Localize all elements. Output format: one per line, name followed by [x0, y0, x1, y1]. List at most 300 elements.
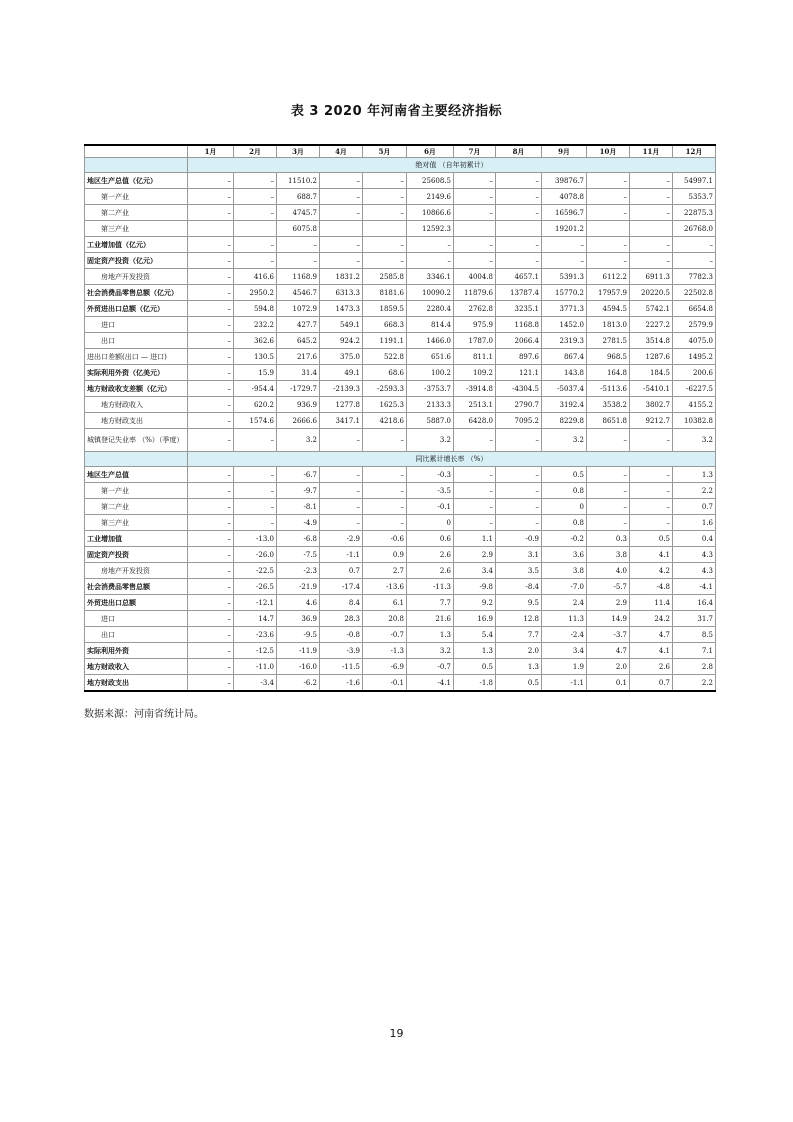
value-cell: -0.9: [496, 531, 542, 547]
value-cell: –: [454, 253, 496, 269]
table-row: [85, 269, 716, 285]
value-cell: 924.2: [320, 333, 363, 349]
row-label: 出口: [85, 627, 188, 643]
row-label: 固定资产投资: [85, 547, 188, 563]
value-cell: 8.5: [673, 627, 716, 643]
month-header: 12月: [673, 145, 716, 158]
value-cell: 4004.8: [454, 269, 496, 285]
value-cell: –: [630, 173, 673, 189]
value-cell: –: [496, 173, 542, 189]
row-label: 第二产业: [85, 205, 188, 221]
value-cell: [587, 221, 630, 237]
value-cell: 5887.0: [407, 413, 454, 429]
table-row: [85, 381, 716, 397]
value-cell: [188, 221, 234, 237]
value-cell: -5410.1: [630, 381, 673, 397]
value-cell: –: [454, 205, 496, 221]
value-cell: 2.6: [630, 659, 673, 675]
value-cell: 522.8: [363, 349, 407, 365]
table-row: [85, 429, 716, 452]
value-cell: 130.5: [234, 349, 277, 365]
value-cell: -3753.7: [407, 381, 454, 397]
value-cell: 16.9: [454, 611, 496, 627]
row-label: 地方财政收支差额（亿元）: [85, 381, 188, 397]
value-cell: –: [454, 515, 496, 531]
value-cell: –: [630, 467, 673, 483]
value-cell: 2790.7: [496, 397, 542, 413]
value-cell: –: [496, 189, 542, 205]
value-cell: –: [587, 237, 630, 253]
value-cell: 1787.0: [454, 333, 496, 349]
value-cell: -23.6: [234, 627, 277, 643]
value-cell: –: [454, 499, 496, 515]
value-cell: –: [363, 515, 407, 531]
page-number: 19: [389, 1027, 404, 1040]
value-cell: –: [673, 237, 716, 253]
value-cell: 1191.1: [363, 333, 407, 349]
section-header: 绝对值 （自年初累计）: [188, 158, 716, 173]
value-cell: [630, 221, 673, 237]
value-cell: –: [407, 237, 454, 253]
value-cell: 4.7: [587, 643, 630, 659]
row-label: 固定资产投资（亿元）: [85, 253, 188, 269]
value-cell: 3.2: [542, 429, 587, 452]
value-cell: –: [188, 563, 234, 579]
value-cell: –: [496, 515, 542, 531]
value-cell: –: [496, 483, 542, 499]
value-cell: 1.9: [542, 659, 587, 675]
value-cell: 3.2: [673, 429, 716, 452]
value-cell: 2585.8: [363, 269, 407, 285]
value-cell: 9.2: [454, 595, 496, 611]
value-cell: 16.4: [673, 595, 716, 611]
value-cell: 3346.1: [407, 269, 454, 285]
value-cell: –: [188, 675, 234, 692]
value-cell: 3192.4: [542, 397, 587, 413]
value-cell: –: [363, 189, 407, 205]
value-cell: 7782.3: [673, 269, 716, 285]
value-cell: 2.9: [454, 547, 496, 563]
value-cell: –: [188, 317, 234, 333]
value-cell: 3417.1: [320, 413, 363, 429]
value-cell: 4155.2: [673, 397, 716, 413]
value-cell: –: [630, 253, 673, 269]
value-cell: 936.9: [277, 397, 320, 413]
value-cell: –: [188, 205, 234, 221]
value-cell: 14.9: [587, 611, 630, 627]
value-cell: –: [630, 499, 673, 515]
value-cell: 3235.1: [496, 301, 542, 317]
value-cell: 4078.8: [542, 189, 587, 205]
value-cell: –: [542, 237, 587, 253]
value-cell: 0.7: [673, 499, 716, 515]
month-header: 7月: [454, 145, 496, 158]
value-cell: 15.9: [234, 365, 277, 381]
value-cell: 11.3: [542, 611, 587, 627]
row-label: 房地产开发投资: [85, 563, 188, 579]
value-cell: –: [234, 429, 277, 452]
value-cell: –: [188, 499, 234, 515]
table-row: [85, 483, 716, 499]
value-cell: 1859.5: [363, 301, 407, 317]
value-cell: 9.5: [496, 595, 542, 611]
row-label: 地方财政支出: [85, 413, 188, 429]
value-cell: 3.8: [587, 547, 630, 563]
value-cell: –: [234, 205, 277, 221]
value-cell: –: [630, 515, 673, 531]
value-cell: 0.6: [407, 531, 454, 547]
month-header: 6月: [407, 145, 454, 158]
table-row: [85, 253, 716, 269]
value-cell: 6911.3: [630, 269, 673, 285]
value-cell: 5.4: [454, 627, 496, 643]
value-cell: 26768.0: [673, 221, 716, 237]
value-cell: -0.7: [363, 627, 407, 643]
value-cell: 31.4: [277, 365, 320, 381]
row-label: 城镇登记失业率 （%）（季度）: [85, 429, 188, 452]
value-cell: 897.6: [496, 349, 542, 365]
value-cell: 121.1: [496, 365, 542, 381]
value-cell: –: [188, 365, 234, 381]
value-cell: 416.6: [234, 269, 277, 285]
value-cell: 2066.4: [496, 333, 542, 349]
value-cell: 2227.2: [630, 317, 673, 333]
row-label: 第一产业: [85, 189, 188, 205]
value-cell: 143.8: [542, 365, 587, 381]
value-cell: 651.6: [407, 349, 454, 365]
table-row: [85, 611, 716, 627]
value-cell: –: [587, 253, 630, 269]
value-cell: 68.6: [363, 365, 407, 381]
value-cell: –: [363, 467, 407, 483]
value-cell: -1.1: [320, 547, 363, 563]
value-cell: -954.4: [234, 381, 277, 397]
row-label: 第三产业: [85, 221, 188, 237]
value-cell: -0.3: [407, 467, 454, 483]
value-cell: 7.7: [496, 627, 542, 643]
value-cell: 100.2: [407, 365, 454, 381]
value-cell: 1452.0: [542, 317, 587, 333]
value-cell: -3914.8: [454, 381, 496, 397]
value-cell: 2.0: [587, 659, 630, 675]
value-cell: –: [188, 467, 234, 483]
value-cell: 54997.1: [673, 173, 716, 189]
value-cell: 1287.6: [630, 349, 673, 365]
value-cell: –: [363, 499, 407, 515]
value-cell: 6313.3: [320, 285, 363, 301]
value-cell: 8.4: [320, 595, 363, 611]
row-label: 出口: [85, 333, 188, 349]
value-cell: –: [587, 467, 630, 483]
value-cell: –: [188, 659, 234, 675]
value-cell: 2.6: [407, 563, 454, 579]
value-cell: –: [587, 429, 630, 452]
value-cell: 6112.2: [587, 269, 630, 285]
value-cell: 20.8: [363, 611, 407, 627]
month-header: 9月: [542, 145, 587, 158]
table-row: [85, 659, 716, 675]
value-cell: –: [188, 413, 234, 429]
value-cell: 3.2: [407, 429, 454, 452]
value-cell: 0: [407, 515, 454, 531]
table-row: [85, 467, 716, 483]
value-cell: 6654.8: [673, 301, 716, 317]
value-cell: -8.1: [277, 499, 320, 515]
value-cell: 362.6: [234, 333, 277, 349]
value-cell: 2.6: [407, 547, 454, 563]
value-cell: 36.9: [277, 611, 320, 627]
value-cell: –: [496, 499, 542, 515]
section-header-row: [85, 158, 716, 173]
value-cell: 5742.1: [630, 301, 673, 317]
value-cell: -9.8: [454, 579, 496, 595]
value-cell: –: [363, 237, 407, 253]
value-cell: 5391.3: [542, 269, 587, 285]
value-cell: 7.1: [673, 643, 716, 659]
value-cell: 2.7: [363, 563, 407, 579]
value-cell: -11.9: [277, 643, 320, 659]
value-cell: –: [630, 237, 673, 253]
table-row: [85, 499, 716, 515]
value-cell: -13.6: [363, 579, 407, 595]
table-row: [85, 205, 716, 221]
value-cell: 668.3: [363, 317, 407, 333]
value-cell: 1.6: [673, 515, 716, 531]
value-cell: 20220.5: [630, 285, 673, 301]
value-cell: 19201.2: [542, 221, 587, 237]
row-label: 进口: [85, 317, 188, 333]
value-cell: 10090.2: [407, 285, 454, 301]
value-cell: 2.4: [542, 595, 587, 611]
value-cell: 594.8: [234, 301, 277, 317]
value-cell: 0.8: [542, 483, 587, 499]
value-cell: 4075.0: [673, 333, 716, 349]
value-cell: 4.3: [673, 547, 716, 563]
value-cell: -4304.5: [496, 381, 542, 397]
value-cell: –: [234, 253, 277, 269]
value-cell: 2.0: [496, 643, 542, 659]
value-cell: [320, 221, 363, 237]
month-header: 11月: [630, 145, 673, 158]
value-cell: 7.7: [407, 595, 454, 611]
value-cell: -26.0: [234, 547, 277, 563]
table-row: [85, 675, 716, 692]
value-cell: –: [320, 189, 363, 205]
value-cell: 28.3: [320, 611, 363, 627]
value-cell: –: [363, 483, 407, 499]
value-cell: –: [188, 595, 234, 611]
value-cell: -5037.4: [542, 381, 587, 397]
row-label: 社会消费品零售总额: [85, 579, 188, 595]
value-cell: 3.1: [496, 547, 542, 563]
value-cell: –: [673, 253, 716, 269]
value-cell: -12.5: [234, 643, 277, 659]
value-cell: 867.4: [542, 349, 587, 365]
value-cell: -0.6: [363, 531, 407, 547]
value-cell: –: [587, 173, 630, 189]
value-cell: –: [587, 515, 630, 531]
value-cell: –: [630, 483, 673, 499]
value-cell: 4.1: [630, 643, 673, 659]
value-cell: –: [234, 237, 277, 253]
value-cell: 15770.2: [542, 285, 587, 301]
value-cell: 4657.1: [496, 269, 542, 285]
value-cell: –: [188, 269, 234, 285]
table-row: [85, 627, 716, 643]
value-cell: -2139.3: [320, 381, 363, 397]
value-cell: 1.3: [673, 467, 716, 483]
value-cell: 4594.5: [587, 301, 630, 317]
section-header-blank: [85, 452, 188, 467]
value-cell: -0.2: [542, 531, 587, 547]
value-cell: –: [363, 253, 407, 269]
value-cell: –: [188, 429, 234, 452]
value-cell: [363, 221, 407, 237]
table-row: [85, 531, 716, 547]
table-body: [85, 158, 716, 692]
value-cell: –: [188, 531, 234, 547]
value-cell: 620.2: [234, 397, 277, 413]
table-row: [85, 643, 716, 659]
value-cell: –: [188, 173, 234, 189]
value-cell: 8651.8: [587, 413, 630, 429]
value-cell: –: [188, 643, 234, 659]
value-cell: –: [454, 237, 496, 253]
value-cell: 1466.0: [407, 333, 454, 349]
value-cell: –: [320, 237, 363, 253]
value-cell: -1.3: [363, 643, 407, 659]
section-header-blank: [85, 158, 188, 173]
value-cell: 6428.0: [454, 413, 496, 429]
value-cell: 3.6: [542, 547, 587, 563]
row-label: 工业增加值（亿元）: [85, 237, 188, 253]
value-cell: –: [320, 205, 363, 221]
value-cell: –: [188, 301, 234, 317]
value-cell: 8181.6: [363, 285, 407, 301]
row-label: 地方财政收入: [85, 659, 188, 675]
value-cell: -3.9: [320, 643, 363, 659]
value-cell: 200.6: [673, 365, 716, 381]
value-cell: 2319.3: [542, 333, 587, 349]
value-cell: 427.7: [277, 317, 320, 333]
value-cell: 0: [542, 499, 587, 515]
value-cell: –: [188, 285, 234, 301]
value-cell: 22875.3: [673, 205, 716, 221]
value-cell: –: [454, 173, 496, 189]
value-cell: -3.4: [234, 675, 277, 692]
value-cell: 232.2: [234, 317, 277, 333]
value-cell: –: [587, 483, 630, 499]
value-cell: 109.2: [454, 365, 496, 381]
value-cell: –: [188, 547, 234, 563]
value-cell: –: [587, 205, 630, 221]
value-cell: 0.5: [542, 467, 587, 483]
value-cell: 968.5: [587, 349, 630, 365]
value-cell: –: [496, 205, 542, 221]
table-row: [85, 413, 716, 429]
value-cell: 549.1: [320, 317, 363, 333]
row-label: 第二产业: [85, 499, 188, 515]
value-cell: –: [277, 253, 320, 269]
value-cell: –: [188, 237, 234, 253]
value-cell: 13787.4: [496, 285, 542, 301]
month-header: 2月: [234, 145, 277, 158]
value-cell: -0.1: [407, 499, 454, 515]
value-cell: 0.7: [630, 675, 673, 692]
value-cell: -2593.3: [363, 381, 407, 397]
value-cell: 1473.3: [320, 301, 363, 317]
value-cell: –: [188, 627, 234, 643]
value-cell: –: [454, 429, 496, 452]
value-cell: -22.5: [234, 563, 277, 579]
value-cell: 164.8: [587, 365, 630, 381]
value-cell: 6.1: [363, 595, 407, 611]
value-cell: 1168.8: [496, 317, 542, 333]
value-cell: 645.2: [277, 333, 320, 349]
value-cell: 0.1: [587, 675, 630, 692]
value-cell: –: [188, 579, 234, 595]
month-header: 4月: [320, 145, 363, 158]
value-cell: -4.9: [277, 515, 320, 531]
value-cell: 1.3: [407, 627, 454, 643]
table-row: [85, 547, 716, 563]
value-cell: –: [587, 189, 630, 205]
month-header: 5月: [363, 145, 407, 158]
row-label: 进出口差额(出口 — 进口): [85, 349, 188, 365]
row-label: 地区生产总值（亿元）: [85, 173, 188, 189]
value-cell: 2.9: [587, 595, 630, 611]
value-cell: 1495.2: [673, 349, 716, 365]
table-row: [85, 365, 716, 381]
value-cell: 688.7: [277, 189, 320, 205]
table-row: [85, 237, 716, 253]
value-cell: –: [407, 253, 454, 269]
value-cell: –: [320, 483, 363, 499]
table-row: [85, 301, 716, 317]
row-label: 地方财政支出: [85, 675, 188, 692]
value-cell: 1072.9: [277, 301, 320, 317]
economic-indicators-table: [84, 144, 716, 692]
value-cell: –: [320, 499, 363, 515]
value-cell: 1625.3: [363, 397, 407, 413]
value-cell: 3771.3: [542, 301, 587, 317]
value-cell: 3.5: [496, 563, 542, 579]
value-cell: -6.8: [277, 531, 320, 547]
value-cell: 3802.7: [630, 397, 673, 413]
value-cell: -3.5: [407, 483, 454, 499]
table-row: [85, 173, 716, 189]
value-cell: 0.4: [673, 531, 716, 547]
value-cell: –: [454, 189, 496, 205]
value-cell: 2133.3: [407, 397, 454, 413]
value-cell: 184.5: [630, 365, 673, 381]
value-cell: 3514.8: [630, 333, 673, 349]
value-cell: 2950.2: [234, 285, 277, 301]
row-label: 第一产业: [85, 483, 188, 499]
value-cell: 4.7: [630, 627, 673, 643]
value-cell: -5.7: [587, 579, 630, 595]
value-cell: -12.1: [234, 595, 277, 611]
value-cell: 3.8: [542, 563, 587, 579]
value-cell: 0.5: [630, 531, 673, 547]
value-cell: 0.7: [320, 563, 363, 579]
value-cell: –: [234, 173, 277, 189]
value-cell: 49.1: [320, 365, 363, 381]
value-cell: 4.3: [673, 563, 716, 579]
value-cell: -2.9: [320, 531, 363, 547]
value-cell: –: [188, 189, 234, 205]
table-row: [85, 221, 716, 237]
